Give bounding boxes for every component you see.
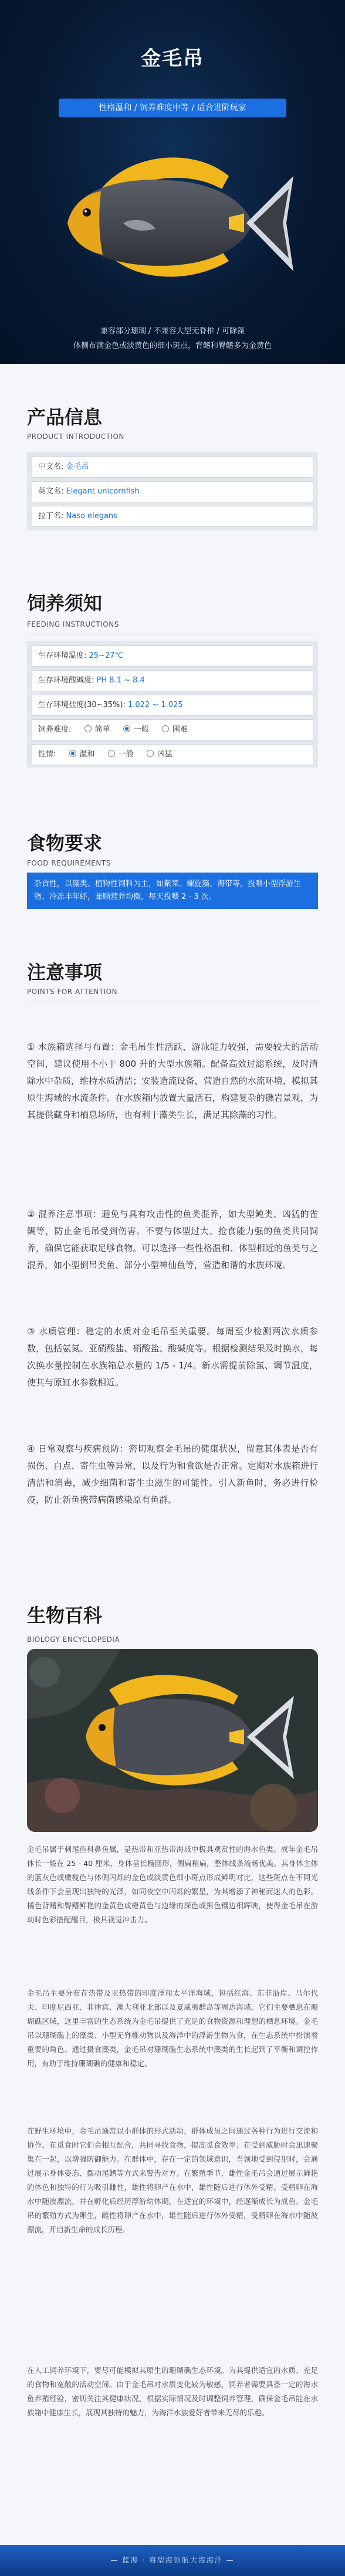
bio-paragraph-distribution: 金毛吊主要分布在热带及亚热带的印度洋和太平洋海域，包括红海、东非沿岸、马尔代夫、印度尼西亚、菲律宾、澳大利亚北部以及夏威夷群岛等周边海域。它们主要栖息在珊瑚礁区域，这里丰富的生态系统为金毛吊提供了充足的食物资源和理想的栖息环境。金毛吊以珊瑚礁上的藻类、小型无脊椎动物以及海洋中的浮游生物为食，在生态系统中扮演着重要的角色。通过摄食藻类，金毛吊对珊瑚礁生态系统中藻类的生长起到了平衡和调控作用，有助于维持珊瑚礁的健康和稳定。 <box>27 1989 318 2068</box>
radio-label: 简单 <box>94 725 110 734</box>
info-row-english-name <box>32 481 313 502</box>
hero-subtitle-feature: 体侧布满金色或淡黄色的细小斑点，背鳍和臀鳍多为金黄色 <box>73 342 272 350</box>
food-section-title: 食物要求 <box>27 832 103 854</box>
difficulty-label: 饲养难度: <box>38 725 72 734</box>
notes-section-title: 注意事项 <box>27 961 103 983</box>
feeding-section-subtitle: FEEDING INSTRUCTIONS <box>27 620 119 628</box>
food-section-subtitle: FOOD REQUIREMENTS <box>27 859 111 867</box>
hero-title: 金毛吊 <box>141 47 204 70</box>
info-row-ph <box>32 670 313 691</box>
radio-label: 一般 <box>118 750 134 759</box>
note-item-water: ③ 水质管理：稳定的水质对金毛吊至关重要。每周至少检测两次水质参数，包括氨氮、亚硝酸盐、硝酸盐、酸碱度等。根据检测结果及时换水，每次换水量控制在水族箱总水量的 1/5 - 1/4。新水需提前除氯、调节温度，使其与原缸水参数相近。 <box>27 1326 318 1388</box>
temper-radio-aggressive[interactable] <box>147 750 154 757</box>
difficulty-radio-easy[interactable] <box>84 725 92 732</box>
bio-paragraph-husbandry: 在人工饲养环境下，要尽可能模拟其原生的珊瑚礁生态环境。为其提供适宜的水质、充足的食物和宽敞的活动空间。由于金毛吊对水质变化较为敏感，饲养者需要具备一定的海水鱼养殖经验，密切关注其健康状况，根据实际情况及时调整饲养管理，确保金毛吊能在水族箱中健康生长，展现其独特的魅力，为海洋水族爱好者带来无尽的乐趣。 <box>27 2366 318 2417</box>
difficulty-radio-medium[interactable] <box>123 725 130 732</box>
biology-section-subtitle: BIOLOGY ENCYCLOPEDIA <box>27 1635 120 1644</box>
info-key: 生存环境温度: <box>38 651 87 660</box>
radio-label: 一般 <box>133 725 149 734</box>
radio-label: 温和 <box>79 750 95 759</box>
fish-photo-image <box>27 1649 318 1832</box>
temper-radio-mild[interactable] <box>69 750 76 757</box>
info-value: 金毛吊 <box>66 462 89 471</box>
food-requirement-box: 杂食性，以藻类、植物性饲料为主，如紫菜、螺旋藻、海带等，投喂小型浮游生物、冷冻丰年虾，兼顾营养均衡，每天投喂 2 - 3 次。 <box>27 873 318 909</box>
fish-photo <box>27 1649 318 1832</box>
info-key: 中文名: <box>38 462 64 471</box>
info-row-latin-name <box>32 506 313 527</box>
biology-section-title: 生物百科 <box>27 1604 103 1627</box>
product-section-title: 产品信息 <box>27 406 103 428</box>
feeding-section-title: 饲养须知 <box>27 592 103 614</box>
fish-illustration <box>35 135 311 311</box>
info-value: 1.022 ~ 1.025 <box>128 701 183 709</box>
temper-label: 性情: <box>38 750 56 759</box>
product-section-subtitle: PRODUCT INTRODUCTION <box>27 432 124 441</box>
info-value: Elegant unicornfish <box>66 487 140 496</box>
info-row-difficulty <box>32 719 313 741</box>
hero-tags-badge: 性格温和 / 饲养难度中等 / 适合进阶玩家 <box>59 99 286 117</box>
hero-subtitle-compat: 兼容部分珊瑚 / 不兼容大型无脊椎 / 可除藻 <box>100 327 245 336</box>
info-key: 生存环境盐度(30~35%): <box>38 701 126 709</box>
info-value: Naso elegans <box>66 512 117 520</box>
hero-banner <box>0 0 345 364</box>
bio-paragraph-intro: 金毛吊属于刺尾鱼科鼻鱼属，是热带和亚热带海域中极具观赏性的海水鱼类。成年金毛吊体长一般在 25 - 40 厘米，身体呈长椭圆形，侧扁稍扁，整体线条流畅优美。其身体主体的蓝灰色或橄榄色与体侧闪烁的金色或淡黄色细小斑点形成鲜明对比，这些斑点在不同光线条件下会呈现出独特的光泽，如同夜空中闪烁的繁星，为其增添了神秘而迷人的色彩。橘色背鳍和臀鳍鲜艳的金黄色或橙黄色与边缘的深色或黑色镶边相辉映，使得金毛吊在游动时色彩搭配醒目，极具视觉冲击力。 <box>27 1845 318 1924</box>
info-value: PH 8.1 ~ 8.4 <box>96 676 145 685</box>
note-item-health: ④ 日常观察与疾病预防：密切观察金毛吊的健康状况，留意其体表是否有损伤、白点、寄生虫等异常，以及行为和食欲是否正常。定期对水族箱进行清洁和消毒，减少细菌和寄生虫滋生的可能性。引入新鱼时，务必进行检疫，防止新鱼携带病菌感染原有鱼群。 <box>27 1443 318 1505</box>
footer-bar: — 蓝海 · 海型海领航大海海洋 — <box>0 2545 345 2576</box>
difficulty-radio-hard[interactable] <box>162 725 169 732</box>
info-key: 英文名: <box>38 487 64 496</box>
notes-section-subtitle: POINTS FOR ATTENTION <box>27 988 118 996</box>
radio-label: 困难 <box>172 725 188 734</box>
info-row-salinity <box>32 695 313 716</box>
feeding-info-box <box>27 641 318 768</box>
info-value: 25~27℃ <box>89 651 124 660</box>
info-key: 拉丁名: <box>38 512 64 520</box>
info-row-chinese-name <box>32 457 313 478</box>
temper-radio-normal[interactable] <box>108 750 115 757</box>
info-key: 生存环境酸碱度: <box>38 676 94 685</box>
radio-label: 凶猛 <box>157 750 172 759</box>
note-item-tank: ① 水族箱选择与布置：金毛吊生性活跃，游泳能力较强，需要较大的活动空间，建议使用不小于 800 升的大型水族箱。配备高效过滤系统，及时清除水中杂质，维持水质清洁；安装造流设备，营造自然的水流环境，模拟其原生海域的水流条件。在水族箱内放置大量活石，构建复杂的礁岩景观，为其提供藏身和栖息场所，也有利于藻类生长，满足其除藻的习性。 <box>27 1042 318 1120</box>
product-info-box <box>27 452 318 530</box>
note-item-mixing: ② 混养注意事项：避免与具有攻击性的鱼类混养，如大型鲀类、凶猛的雀鲷等，防止金毛吊受到伤害。不要与体型过大、抢食能力强的鱼类共同饲养，确保它能获取足够食物。可以选择一些性格温和、体型相近的鱼类与之混养，如小型倒吊类鱼、部分小型神仙鱼等，营造和谐的水族环境。 <box>27 1209 318 1270</box>
info-row-temperature <box>32 645 313 667</box>
bio-paragraph-behavior: 在野生环境中，金毛吊通常以小群体的形式活动，群体成员之间通过各种行为进行交流和协作。在觅食时它们会相互配合，共同寻找食物，提高觅食效率；在受到威胁时会迅速聚集在一起，以增强防御能力。在群体中，存在一定的领域意识，当领地受到侵犯时，会通过展示身体姿态、摆动尾鳍等方式来警告对方。在繁殖季节，雄性金毛吊会通过展示鲜艳的体色和独特的行为吸引雌性，雄性将卵产在水中，雄性随后进行体外受精。受精卵在海水中随波漂流，并在孵化后经历浮游幼体期，在适宜的环境中，经逐渐成长为成鱼。金毛吊的繁殖方式为卵生，雌性将卵产在水中，雄性随后进行体外受精，受精卵在海水中随波漂流，开启新生命的成长历程。 <box>27 2127 318 2234</box>
info-row-temper <box>32 744 313 765</box>
